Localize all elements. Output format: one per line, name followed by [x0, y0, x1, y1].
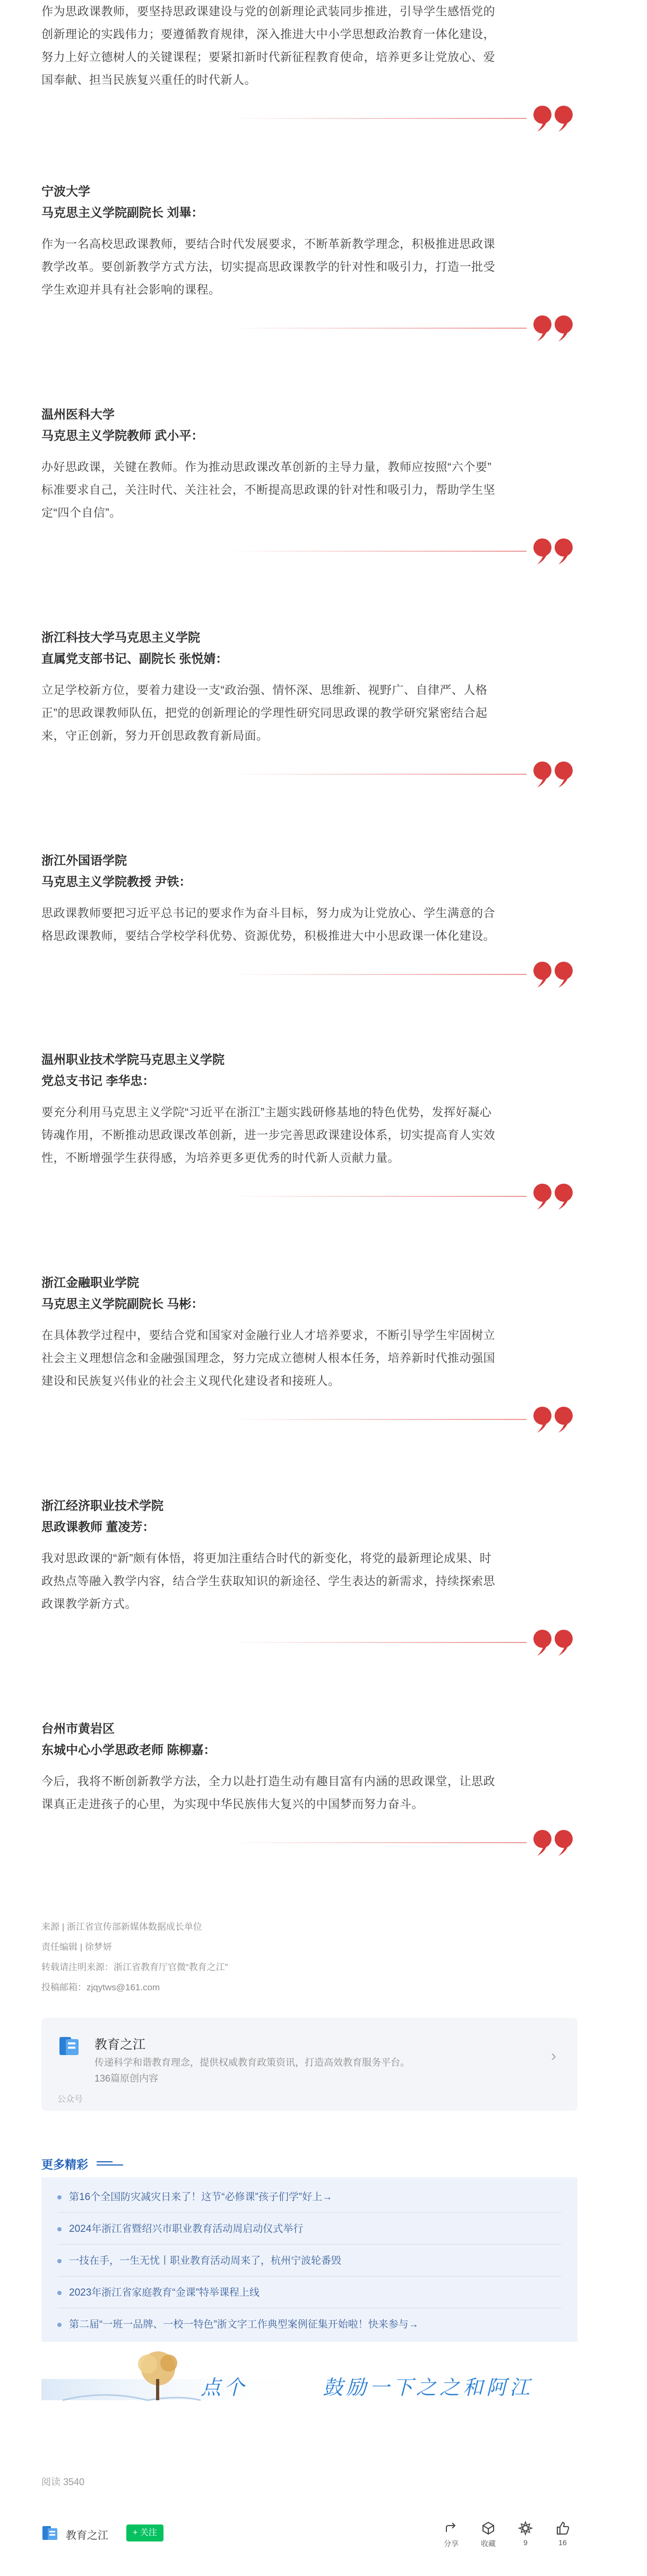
speaker-role: 马克思主义学院副院长 马彬： — [41, 1297, 204, 1311]
school-name: 浙江经济职业技术学院 — [41, 1499, 163, 1512]
divider-line — [229, 328, 527, 329]
divider-line — [229, 1642, 527, 1643]
thumbs-up-icon — [555, 2520, 571, 2536]
bullet-icon — [57, 2195, 62, 2200]
chevron-right-icon: › — [551, 2047, 556, 2065]
source-line: 来源 | 浙江省宣传部新媒体数据成长单位 — [41, 1922, 202, 1932]
quote-mark-icon — [532, 1628, 577, 1657]
speaker-role: 直属党支部书记、副院长 张悦婧： — [41, 652, 228, 665]
divider-line — [229, 774, 527, 775]
divider-line — [229, 551, 527, 552]
quote-divider — [41, 958, 577, 990]
quote-paragraph — [41, 1547, 577, 1615]
quote-mark-icon — [532, 537, 577, 566]
more-article-link[interactable] — [57, 2189, 332, 2203]
quote-line: 思政课教师要把习近平总书记的要求作为奋斗目标，努力成为让党放心、学生满意的合 — [41, 906, 496, 920]
quote-divider — [41, 1403, 577, 1435]
quote-line: 我对思政课的“新”颇有体悟，将更加注重结合时代的新变化，将党的最新理论成果、时 — [41, 1552, 492, 1565]
divider-line — [229, 974, 527, 975]
more-article-title: 一技在手，一生无忧丨职业教育活动周来了，杭州宁波轮番毁 — [69, 2255, 342, 2266]
quote-line: 政热点等融入教学内容，结合学生获取知识的新途径、学生表达的新需求，持续探索思 — [41, 1574, 496, 1588]
intro-line: 国奉献、担当民族复兴重任的时代新人。 — [41, 73, 257, 87]
school-name: 温州职业技术学院马克思主义学院 — [41, 1052, 225, 1066]
quote-section — [41, 1272, 577, 1435]
quote-mark-icon — [532, 1828, 577, 1857]
divider-line — [229, 1419, 527, 1420]
more-article-link[interactable] — [57, 2221, 303, 2235]
quote-line: 格思政课教师，要结合学校学科优势、资源优势，积极推进大中小思政课一体化建设。 — [41, 929, 496, 943]
quote-mark-icon — [532, 760, 577, 789]
more-article-title: 第16个全国防灾减灾日来了！这节“必修课”孩子们学”好上→ — [69, 2192, 333, 2203]
banner-text-right: 鼓励一下之之和阿江 — [323, 2376, 533, 2399]
share-button[interactable] — [435, 2520, 467, 2549]
quote-section — [41, 404, 577, 567]
quote-divider — [41, 535, 577, 567]
more-article-link[interactable] — [57, 2316, 419, 2331]
school-name: 宁波大学 — [41, 184, 90, 198]
read-count: 阅读 3540 — [41, 2477, 85, 2487]
quote-line: 立足学校新方位，要着力建设一支“政治强、情怀深、思维新、视野广、自律严、人格 — [41, 683, 488, 697]
quote-section — [41, 850, 577, 990]
intro-section — [41, 0, 577, 134]
follow-button[interactable]: + 关注 — [126, 2524, 163, 2541]
quote-section — [41, 1718, 577, 1858]
quote-paragraph — [41, 1770, 577, 1816]
quote-line: 定“四个自信”。 — [41, 506, 122, 519]
list-divider — [57, 2244, 562, 2245]
like-icon — [517, 2520, 533, 2536]
quote-mark-icon — [532, 104, 577, 133]
quote-paragraph — [41, 233, 577, 301]
quote-line: 要充分利用马克思主义学院“习近平在浙江”主题实践研修基地的特色优势，发挥好凝心 — [41, 1106, 492, 1119]
quote-line: 标准要求自己，关注时代、关注社会，不断提高思政课的针对性和吸引力，帮助学生坚 — [41, 483, 496, 497]
quote-section — [41, 1495, 577, 1658]
share-icon — [443, 2520, 459, 2536]
school-name: 浙江金融职业学院 — [41, 1276, 139, 1289]
quote-divider — [41, 1826, 577, 1858]
email-line: 投稿邮箱：zjqytws@161.com — [41, 1982, 160, 1992]
favorite-icon — [480, 2520, 496, 2536]
quote-line: 办好思政课，关键在教师。作为推动思政课改革创新的主导力量，教师应按照“六个要” — [41, 460, 492, 474]
intro-line: 作为思政课教师，要坚持思政课建设与党的创新理论武装同步推进，引导学生感悟党的 — [41, 5, 496, 18]
quote-line: 铸魂作用，不断推动思政课改革创新，进一步完善思政课建设体系，切实提高育人实效 — [41, 1128, 496, 1142]
like-button[interactable] — [510, 2520, 541, 2547]
quote-divider — [41, 1626, 577, 1658]
quote-mark-icon — [532, 314, 577, 343]
favorite-label: 收藏 — [481, 2539, 496, 2548]
quote-line: 社会主义理想信念和金融强国理念，努力完成立德树人根本任务，培养新时代推动强国 — [41, 1351, 496, 1365]
divider-line — [229, 118, 527, 119]
quote-line: 正”的思政课教师队伍，把党的创新理论的学理性研究同思政课的教学研究紧密结合起 — [41, 706, 488, 720]
account-article-count: 136篇原创内容 — [94, 2073, 159, 2084]
quote-line: 教学改革。要创新教学方式方法，切实提高思政课教学的针对性和吸引力，打造一批受 — [41, 260, 496, 273]
quote-section — [41, 1049, 577, 1212]
intro-paragraph — [41, 0, 577, 91]
quote-divider — [41, 312, 577, 344]
article-meta — [41, 1917, 577, 1998]
account-card[interactable] — [41, 2018, 577, 2111]
quote-line: 今后，我将不断创新教学方法，全力以赴打造生动有趣目富有内涵的思政课堂，让思政 — [41, 1775, 496, 1788]
quote-line: 建设和民族复兴伟业的社会主义现代化建设者和接班人。 — [41, 1374, 340, 1388]
account-name: 教育之江 — [94, 2038, 145, 2052]
reprint-line: 转载请注明来源：浙江省教育厅官微“教育之江” — [41, 1962, 228, 1972]
account-logo-icon — [57, 2034, 82, 2058]
account-desc: 传递科学和谐教育理念，提供权威教育政策资讯，打造高效教育服务平台。 — [94, 2057, 410, 2068]
list-divider — [57, 2212, 562, 2213]
account-type-label: 公众号 — [57, 2095, 83, 2104]
more-article-title: 第二届“一班一品牌、一校一特色”浙文字工作典型案例征集开始啦！快来参与→ — [69, 2319, 419, 2330]
quote-paragraph — [41, 679, 577, 747]
speaker-role: 马克思主义学院副院长 刘畢： — [41, 206, 204, 219]
speaker-role: 党总支书记 李华忠： — [41, 1074, 155, 1088]
account-name[interactable]: 教育之江 — [66, 2530, 108, 2541]
school-name: 浙江科技大学马克思主义学院 — [41, 630, 200, 644]
speaker-role: 思政课教师 董凌芳： — [41, 1520, 155, 1534]
quote-line: 在具体教学过程中，要结合党和国家对金融行业人才培养要求，不断引导学生牢固树立 — [41, 1329, 496, 1342]
quote-mark-icon — [532, 960, 577, 989]
more-article-title: 2024年浙江省暨绍兴市职业教育活动周启动仪式举行 — [69, 2223, 304, 2235]
bullet-icon — [57, 2227, 62, 2231]
quote-line: 学生欢迎并具有社会影响的课程。 — [41, 283, 221, 296]
school-name: 台州市黄岩区 — [41, 1722, 115, 1735]
bullet-icon — [57, 2291, 62, 2295]
encourage-banner — [41, 2347, 577, 2416]
school-name: 浙江外国语学院 — [41, 853, 127, 867]
quote-line: 政课教学新方式。 — [41, 1597, 137, 1611]
speaker-role: 马克思主义学院教授 尹铁： — [41, 875, 192, 888]
quote-divider — [41, 102, 577, 134]
more-section-title: 更多精彩 — [41, 2158, 89, 2171]
speaker-role: 马克思主义学院教师 武小平： — [41, 429, 204, 442]
quote-line: 课真正走进孩子的心里，为实现中华民族伟大复兴的中国梦而努力奋斗。 — [41, 1798, 424, 1811]
quote-divider — [41, 758, 577, 790]
more-articles-list — [41, 2177, 577, 2342]
intro-line: 努力上好立德树人的关键课程；要紧扣新时代新征程教育使命，培养更多让党放心、爱 — [41, 50, 496, 64]
editor-line: 责任编辑 | 徐梦妍 — [41, 1942, 112, 1952]
more-article-title: 2023年浙江省家庭教育“金课”特举课程上线 — [69, 2287, 260, 2298]
quote-line: 性，不断增强学生获得感，为培养更多更优秀的时代新人贡献力量。 — [41, 1151, 400, 1165]
more-article-link[interactable] — [57, 2284, 260, 2299]
account-logo-icon[interactable] — [41, 2524, 59, 2542]
intro-line: 创新理论的实践伟力；要遵循教育规律，深入推进大中小学思想政治教育一体化建设， — [41, 28, 496, 41]
quote-paragraph — [41, 902, 577, 947]
divider-line — [229, 1842, 527, 1843]
quote-divider — [41, 1180, 577, 1212]
quote-paragraph — [41, 1101, 577, 1169]
quote-mark-icon — [532, 1182, 577, 1211]
more-article-link[interactable] — [57, 2253, 341, 2267]
quote-line: 作为一名高校思政课教师，要结合时代发展要求，不断革新教学理念，积极推进思政课 — [41, 237, 496, 251]
divider-line — [229, 1196, 527, 1197]
share-label: 分享 — [444, 2539, 459, 2548]
quote-section — [41, 181, 577, 344]
title-decoration-icon — [97, 2160, 123, 2167]
quote-mark-icon — [532, 1405, 577, 1434]
banner-text-left: 点个 — [201, 2376, 248, 2399]
quote-section — [41, 627, 577, 790]
bullet-icon — [57, 2323, 62, 2327]
quote-paragraph — [41, 456, 577, 524]
quote-line: 来，守正创新，努力开创思政教育新局面。 — [41, 729, 269, 742]
favorite-button[interactable] — [472, 2520, 504, 2549]
quote-paragraph — [41, 1324, 577, 1392]
bottom-action-bar — [0, 2506, 647, 2576]
speaker-role: 东城中心小学思政老师 陈柳嘉： — [41, 1743, 216, 1757]
school-name: 温州医科大学 — [41, 407, 115, 421]
list-divider — [57, 2276, 562, 2277]
thumbs-up-count: 16 — [558, 2538, 567, 2547]
thumbs-up-button[interactable] — [547, 2520, 579, 2547]
like-count: 9 — [523, 2538, 528, 2547]
bullet-icon — [57, 2259, 62, 2263]
